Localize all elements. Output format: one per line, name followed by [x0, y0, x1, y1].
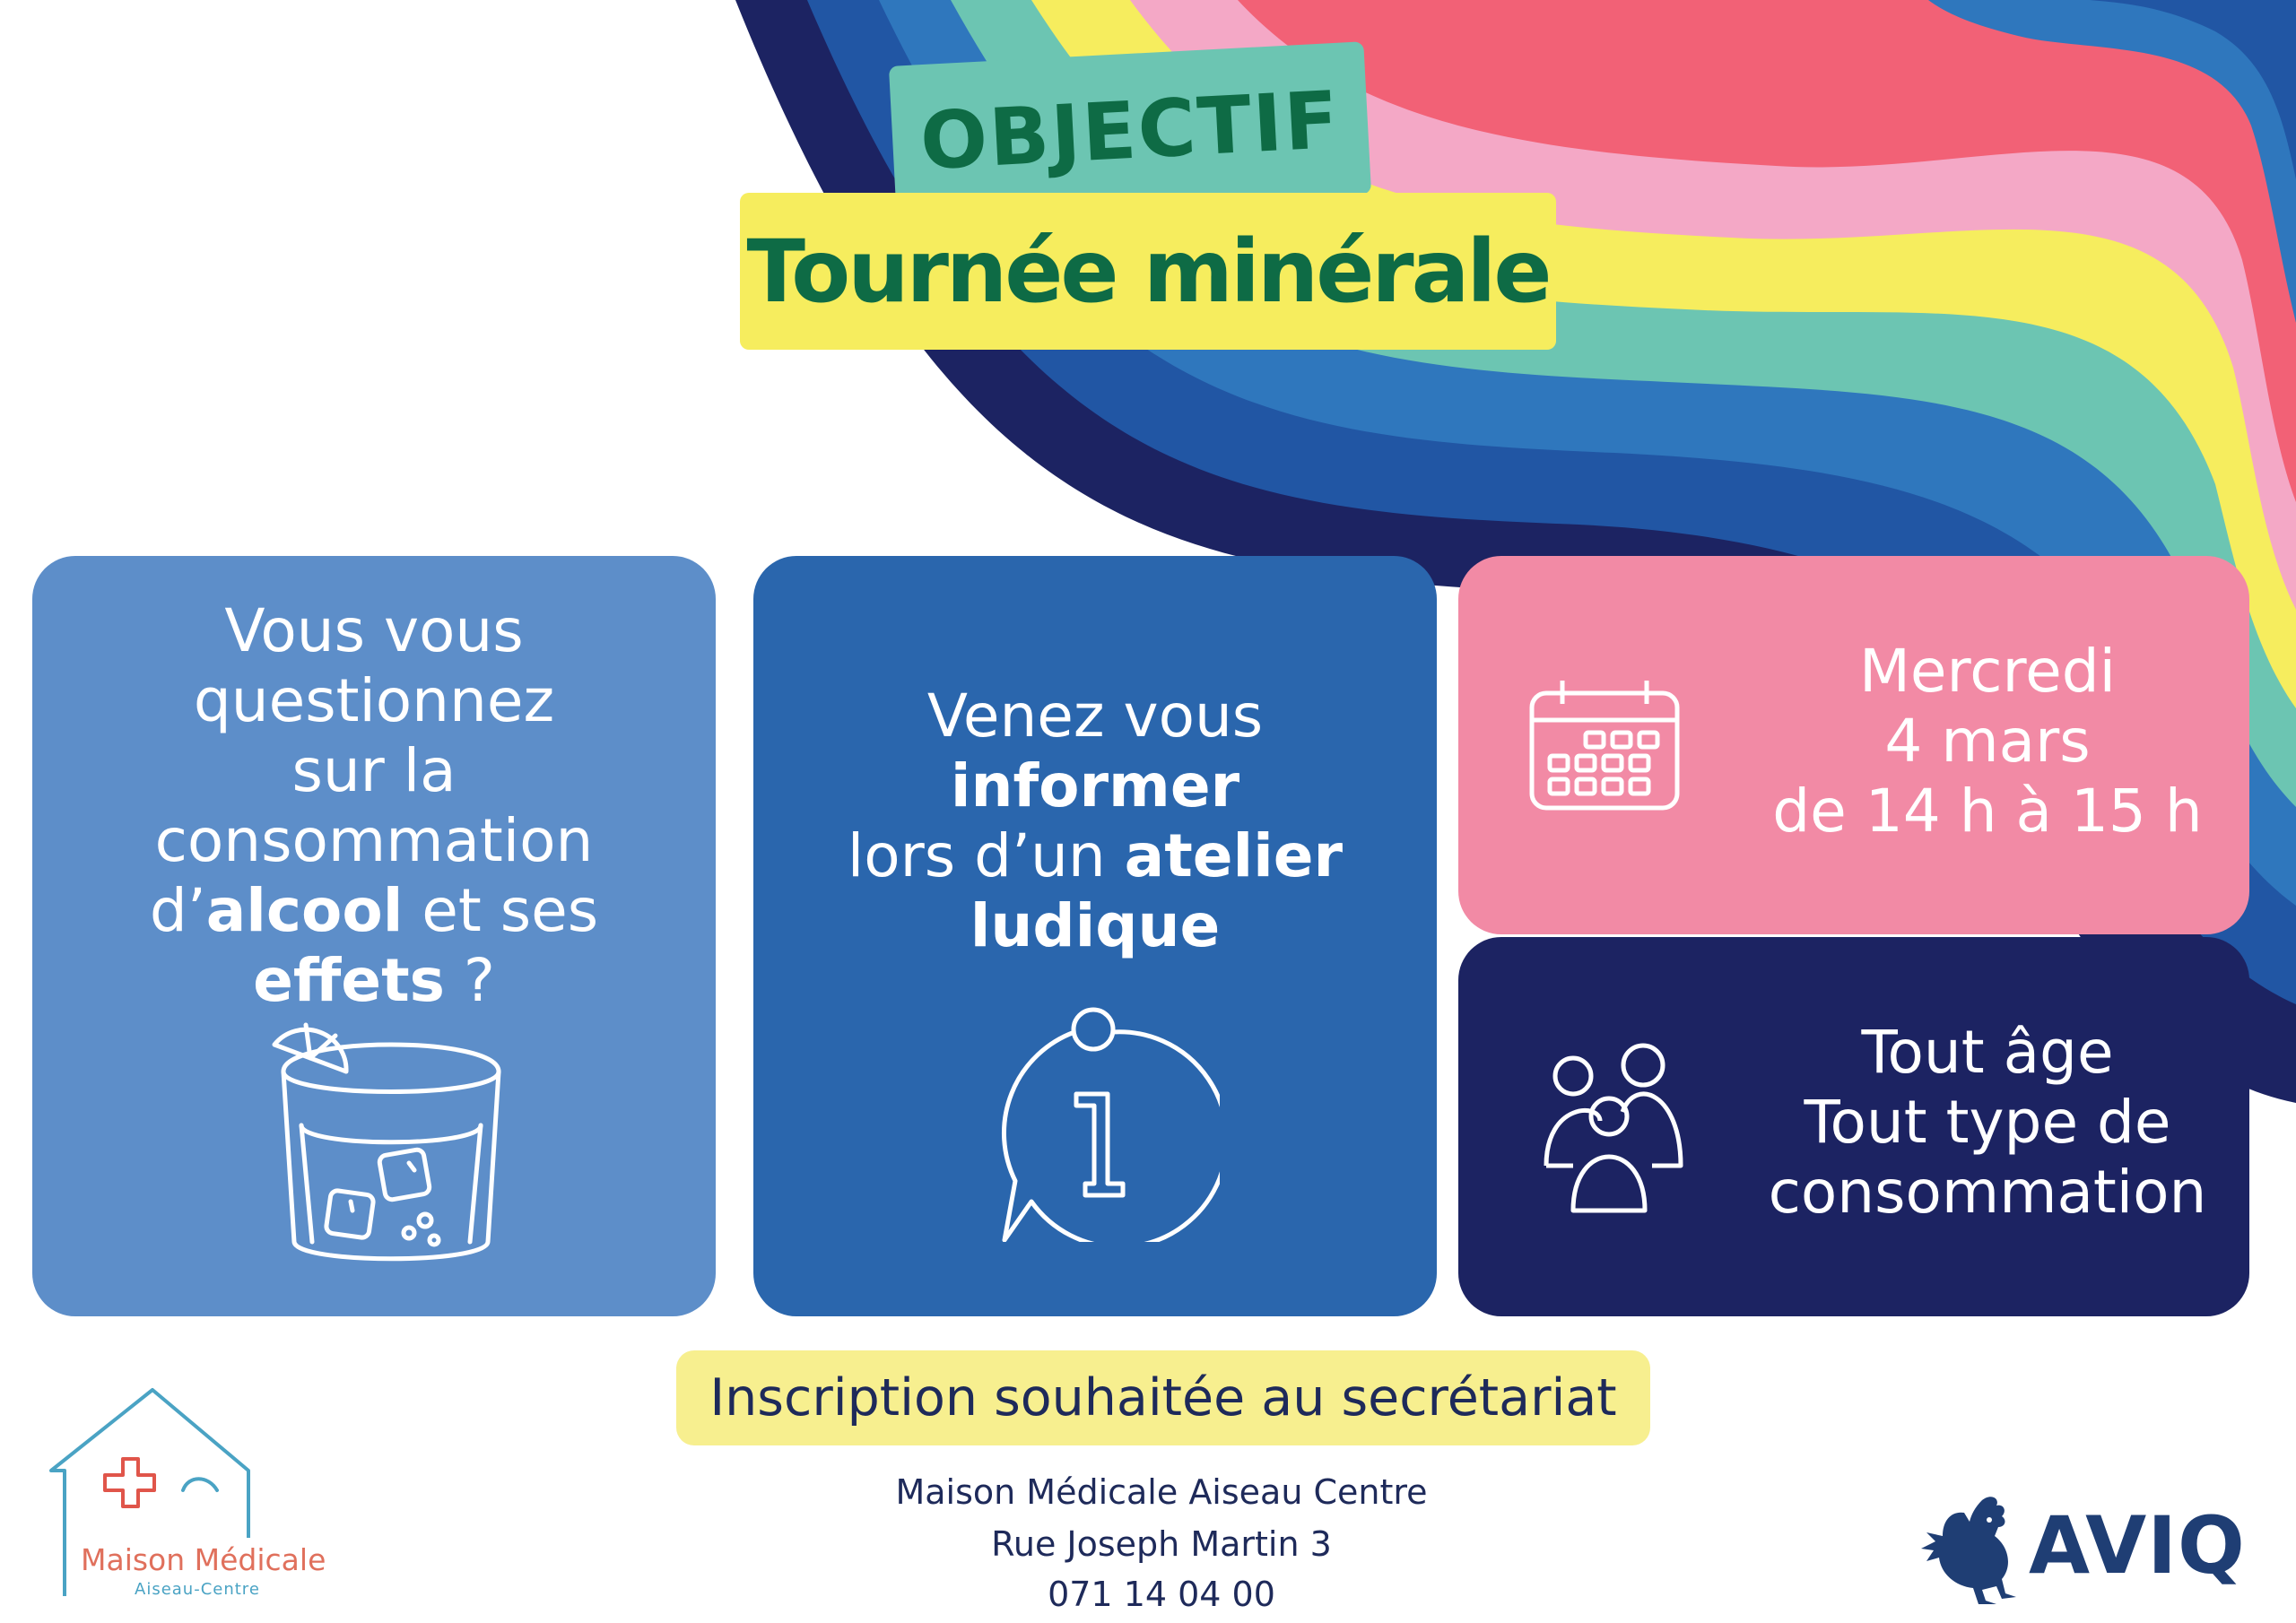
- info-speech-bubble-icon: [978, 1000, 1220, 1242]
- objectif-tag: OBJECTIF: [889, 41, 1371, 219]
- workshop-info-card: [753, 556, 1437, 1316]
- alcohol-text-line: consommation: [154, 806, 594, 875]
- audience-line: consommation: [1768, 1158, 2207, 1227]
- date-time: de 14 h à 15 h: [1772, 777, 2203, 846]
- alcohol-text-line: d’alcool et ses: [149, 876, 599, 945]
- alcohol-question-card: [32, 556, 716, 1316]
- alcohol-question-text: [32, 596, 716, 1016]
- maison-medicale-sub: Aiseau-Centre: [135, 1580, 260, 1599]
- alcohol-text-line: questionnez: [193, 666, 555, 735]
- workshop-info-text: [753, 681, 1437, 961]
- workshop-text-line: Venez vous: [926, 681, 1264, 751]
- aviq-logo: AVIQ: [2029, 1499, 2246, 1592]
- date-card: [1458, 556, 2249, 934]
- drink-glass-icon: [265, 1018, 517, 1269]
- audience-text: [1736, 1018, 2239, 1228]
- audience-line: Tout type de: [1804, 1088, 2171, 1157]
- workshop-text-line: ludique: [970, 891, 1221, 960]
- alcohol-text-line: effets ?: [253, 946, 495, 1015]
- audience-card: [1458, 937, 2249, 1316]
- maison-medicale-name: Maison Médicale: [81, 1542, 326, 1577]
- registration-banner: Inscription souhaitée au secrétariat: [676, 1350, 1650, 1445]
- audience-line: Tout âge: [1861, 1018, 2114, 1087]
- date-value: 4 mars: [1884, 707, 2091, 776]
- workshop-text-line: lors d’un atelier: [847, 821, 1344, 890]
- alcohol-text-line: Vous vous: [224, 596, 524, 665]
- address-name: Maison Médicale Aiseau Centre: [895, 1472, 1428, 1512]
- address-phone: 071 14 04 00: [1048, 1575, 1275, 1614]
- address-street: Rue Joseph Martin 3: [991, 1524, 1332, 1564]
- campaign-title: Tournée minérale: [740, 193, 1556, 350]
- alcohol-text-line: sur la: [291, 736, 457, 805]
- date-day: Mercredi: [1858, 637, 2117, 706]
- calendar-icon: [1528, 677, 1681, 812]
- date-text: [1736, 637, 2239, 846]
- people-group-icon: [1537, 1040, 1685, 1215]
- rooster-icon: [1919, 1493, 2023, 1606]
- workshop-text-line: informer: [950, 751, 1240, 820]
